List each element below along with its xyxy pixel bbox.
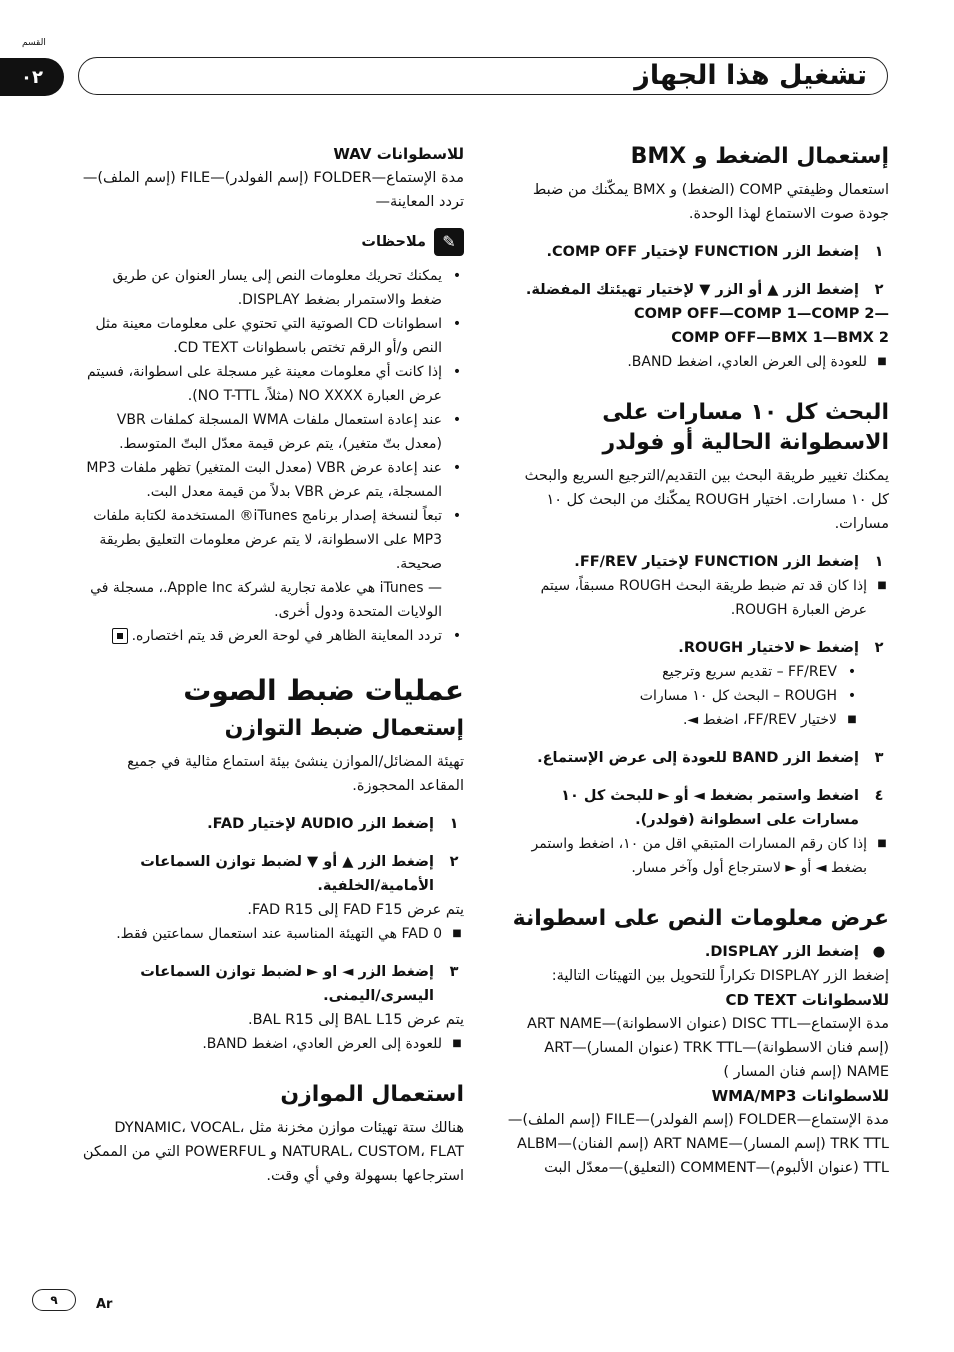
note-item: • عند إعادة عرض VBR (معدل البت المتغير) تظهر ملفات MP3 المسجلة، يتم عرض VBR بدلاً من قيمة معدل البت. [78, 456, 464, 504]
step-text: إضغط الزر BAND للعودة إلى عرض الإستماع. [537, 750, 859, 766]
comp-sequence-2: COMP OFF—BMX 1—BMX 2 [671, 330, 889, 346]
step-number: ٣ [874, 750, 884, 766]
display-step [505, 940, 889, 964]
note-sub-item: — iTunes هي علامة تجارية لشركة Apple Inc.، مسجلة في الولايات المتحدة ودول أخرى. [90, 580, 442, 620]
search-heading-line-2: الاسطوانة الحالية أو فولدر [602, 430, 889, 455]
balance-step-1 [78, 812, 464, 836]
notes-header [78, 228, 464, 256]
search-intro: يمكنك تغيير طريقة البحث بين التقديم/الترجيع السريع والبحث كل ١٠ مسارات. اختيار ROUGH يمكّنك من البحث كل ١٠ مسارات. [524, 468, 889, 532]
bullet-icon: • [452, 316, 462, 332]
balance-heading: إستعمال ضبط التوازن [224, 716, 464, 741]
search-note-1: ■ إذا كان قد تم ضبط طريقة البحث ROUGH مسبقاً، سيتم عرض العبارة ROUGH. [505, 574, 889, 622]
note-item: • تبعاً لنسخة إصدار برنامج iTunes® المستخدمة لكتابة ملفات MP3 على الاسطوانة، لا يتم عرض معلومات التعليق بطريقة صحيحة. [78, 504, 464, 576]
step-text: إضغط الزر ▲ أو ▼ لضبط توازن السماعات الأمامية/الخلفية. [140, 854, 434, 894]
notes-title: ملاحظات [361, 234, 426, 250]
search-note-3: ■ إذا كان رقم المسارات المتبقي اقل من ١٠، اضغط واستمر بضغط ◄ أو ► لاسترجاع أول وآخر مسار. [505, 832, 889, 880]
balance-step-3 [78, 960, 464, 1008]
language-label: Ar [96, 1297, 113, 1312]
step-text: إضغط الزر FUNCTION لإختيار FF/REV. [574, 554, 859, 570]
square-bullet-icon: ■ [877, 580, 887, 591]
left-column [78, 142, 464, 1188]
cd-text-body: مدة الإستماع—DISC TTL (عنوان الاسطوانة)—ART NAME (إسم فنان الاسطوانة)—TRK TTL (عنوان المسار)—ART NAME (إسم فنان المسار ) [526, 1016, 889, 1080]
step-number: ٢ [874, 282, 884, 298]
equalizer-heading: استعمال الموازن [280, 1082, 464, 1107]
search-bullet-2: • ROUGH – البحث كل ١٠ مسارات [505, 684, 889, 708]
search-heading-line-1: البحث كل ١٠ مسارات على [602, 400, 889, 425]
note-item: • اسطوانات CD الصوتية التي تحتوي على معلومات معينة مثل النص و/أو الرقم تختص باسطوانات CD TEXT. [78, 312, 464, 360]
bullet-icon: • [847, 664, 857, 680]
square-bullet-icon: ■ [452, 1038, 462, 1049]
bullet-icon: • [452, 460, 462, 476]
step-text: إضغط الزر ◄ او ► لضبط توازن السماعات اليسرى/اليمنى. [140, 964, 434, 1004]
wma-body: مدة الإستماع—FOLDER (إسم الفولدر)—FILE (إسم الملف)—TRK TTL (إسم المسار)—ART NAME (إسم الفنان)—ALBM TTL (عنوان الألبوم)—COMMENT (التعليق)—معدّل البت [507, 1112, 889, 1176]
right-column [505, 142, 889, 1180]
step-number: ١ [449, 816, 459, 832]
pencil-icon: ✎ [434, 228, 464, 256]
search-step-1 [505, 550, 889, 574]
step-number: ١ [874, 554, 884, 570]
step-text: إضغط الزر DISPLAY. [704, 944, 859, 960]
square-bullet-icon: ■ [452, 928, 462, 939]
section-tab: ٠٢ [0, 58, 64, 96]
note-item: • يمكنك تحريك معلومات النص إلى يسار العنوان عن طريق ضغط والاستمرار بضغط DISPLAY. [78, 264, 464, 312]
step-text: إضغط الزر AUDIO لإختيار FAD. [207, 816, 434, 832]
balance-note-2: ■ للعودة إلى العرض العادي، اضغط BAND. [78, 1032, 464, 1056]
wav-label: للاسطوانات WAV [333, 145, 464, 163]
comp-step-1 [505, 240, 889, 264]
search-note-2: ■ لاختيار FF/REV، اضغط ◄. [505, 708, 889, 732]
step-number: ٣ [449, 964, 459, 980]
search-step-3 [505, 746, 889, 770]
search-bullet-1: • FF/REV – تقديم سريع وترجيع [505, 660, 889, 684]
comp-step-2 [505, 278, 889, 302]
bullet-icon: • [452, 628, 462, 644]
search-step-4 [505, 784, 889, 832]
note-item: • تردد المعاينة الظاهر في لوحة العرض قد يتم اختصاره. [78, 624, 464, 648]
section-label: القسم [22, 38, 46, 48]
eq-heading: عمليات ضبط الصوت [183, 674, 464, 707]
equalizer-body: هنالك ستة تهيئات موازن مخزنة مثل DYNAMIC، VOCAL، NATURAL، CUSTOM، FLAT و POWERFUL التي من الممكن استرجاعها بسهولة وفي أي وقت. [82, 1120, 464, 1184]
search-step-2 [505, 636, 889, 660]
page-title: تشغيل هذا الجهاز [634, 60, 867, 91]
title-bar [78, 57, 888, 95]
bullet-icon: • [452, 412, 462, 428]
square-bullet-icon: ■ [877, 356, 887, 367]
balance-range-1: يتم عرض FAD F15 إلى FAD R15. [247, 902, 464, 918]
bullet-icon: • [452, 268, 462, 284]
comp-intro: استعمال وظيفتي COMP (الضغط) و BMX يمكّنك من ضبط جودة صوت الاستماع لهذا الوحدة. [532, 182, 889, 222]
cd-text-label: للاسطوانات CD TEXT [725, 991, 889, 1009]
note-item: • عند إعادة استعمال ملفات WMA المسجلة كملفات VBR (معدل بتّ متغير)، يتم عرض قيمة معدّل البتّ المتوسط. [78, 408, 464, 456]
step-number: ٢ [874, 640, 884, 656]
balance-range-2: يتم عرض BAL L15 إلى BAL R15. [247, 1012, 464, 1028]
bullet-icon: • [452, 508, 462, 524]
square-bullet-icon: ■ [847, 714, 857, 725]
step-text: إضغط الزر ▲ أو الزر ▼ لإختيار تهيئتك المفضلة. [525, 282, 859, 298]
comp-sequence-1: COMP OFF—COMP 1—COMP 2— [633, 306, 889, 322]
square-bullet-icon: ■ [877, 838, 887, 849]
display-intro: إضغط الزر DISPLAY تكراراً للتحويل بين التهيئات التالية: [551, 968, 889, 984]
end-of-section-icon [112, 628, 128, 644]
step-text: إضغط الزر FUNCTION لإختيار COMP OFF. [546, 244, 859, 260]
wma-label: للاسطوانات WMA/MP3 [711, 1087, 889, 1105]
step-number: ٤ [874, 788, 884, 804]
wav-body: مدة الإستماع—FOLDER (إسم الفولدر)—FILE (إسم الملف)—تردد المعاينة— [82, 170, 464, 210]
bullet-icon: • [452, 364, 462, 380]
comp-heading: إستعمال الضغط و BMX [630, 144, 889, 169]
step-text: إضغط ► لاختيار ROUGH. [678, 640, 859, 656]
balance-step-2 [78, 850, 464, 898]
balance-intro: تهيئة المضائل/الموازن ينشئ بيئة استماع مثالية في جميع المقاعد المحجوزة. [127, 754, 464, 794]
bullet-icon: • [847, 688, 857, 704]
step-text: اضغط واستمر بضغط ◄ أو ► للبحث كل ١٠ مسارات على اسطوانة (فولدر). [561, 788, 859, 828]
bullet-icon: ● [872, 944, 886, 960]
display-heading: عرض معلومات النص على اسطوانة [512, 906, 889, 931]
note-item: • إذا كانت أي معلومات معينة غير مسجلة على اسطوانة، فسيتم عرض العبارة NO XXXX (مثلاً، NO T-TTL). [78, 360, 464, 408]
page-number: ٩ [32, 1289, 76, 1311]
balance-note-1: ■ FAD 0 هي التهيئة المناسبة عند استعمال سماعتين فقط. [78, 922, 464, 946]
comp-note: ■ للعودة إلى العرض العادي، اضغط BAND. [505, 350, 889, 374]
step-number: ١ [874, 244, 884, 260]
step-number: ٢ [449, 854, 459, 870]
